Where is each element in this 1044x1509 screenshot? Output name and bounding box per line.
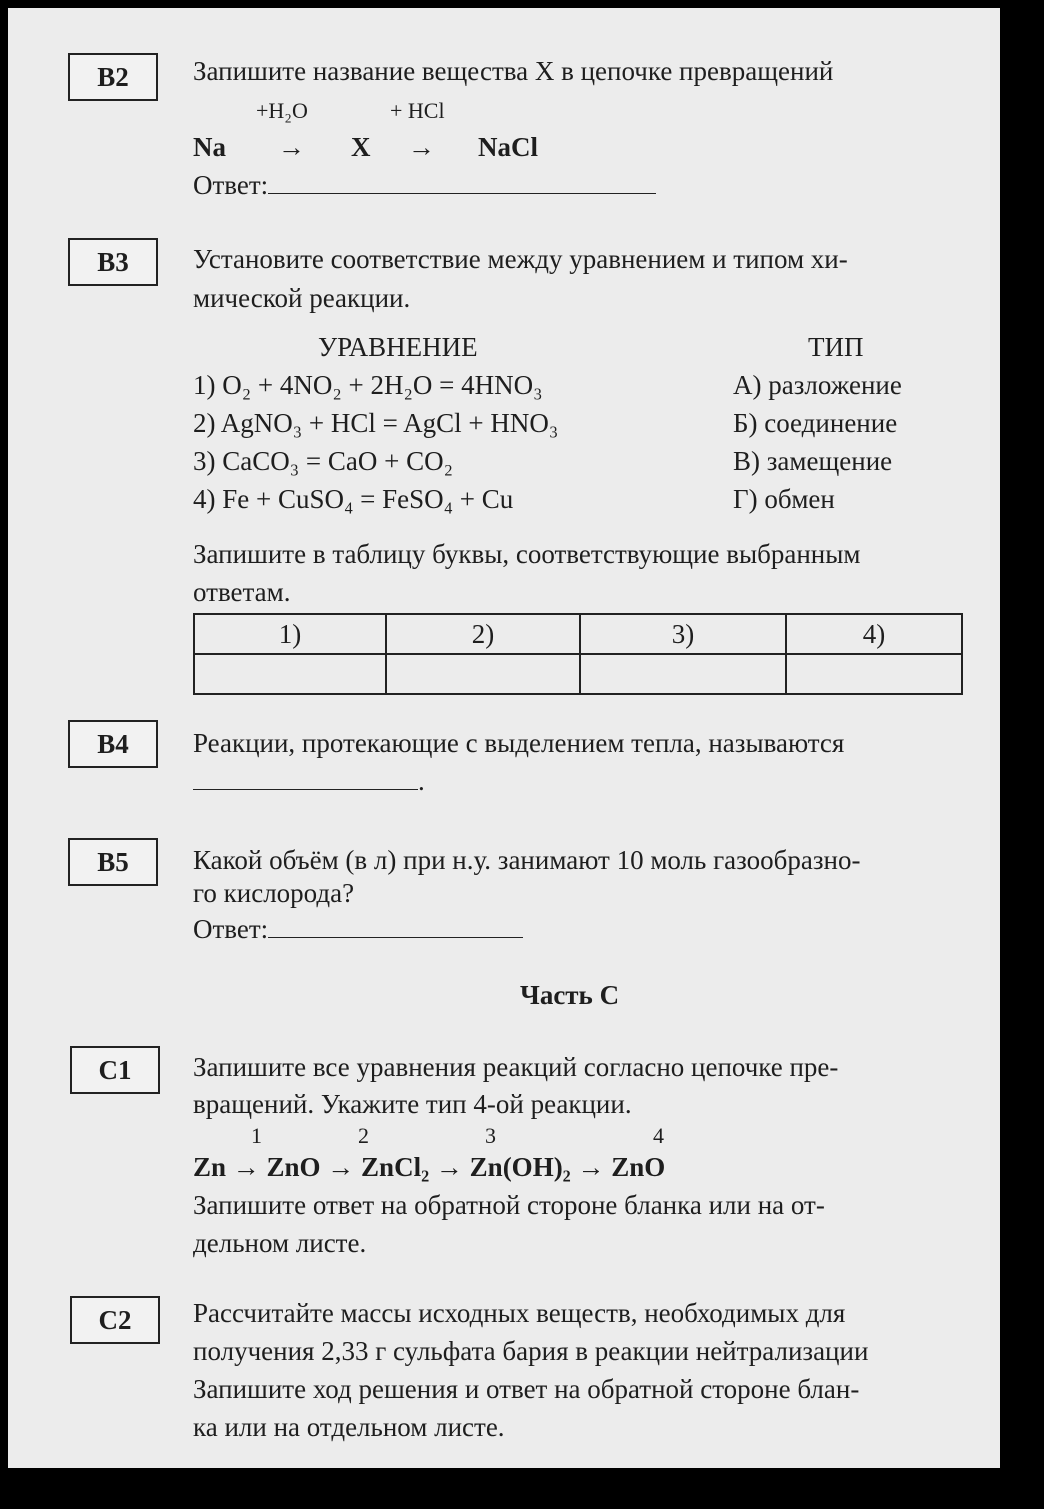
task-label-b4: B4 (68, 720, 158, 768)
table-header-row (194, 614, 962, 654)
c1-note-line-2: дельном листе. (193, 1228, 367, 1258)
b5-answer-row (193, 910, 523, 948)
b5-answer-blank[interactable] (268, 911, 523, 938)
task-label-c1: C1 (70, 1046, 160, 1094)
b3-column-type: ТИП (808, 332, 864, 362)
b5-answer-label: Ответ: (193, 914, 269, 944)
answer-cell-1[interactable] (194, 654, 386, 694)
b2-reagent-2: + HCl (390, 98, 445, 123)
answer-cell-3[interactable] (580, 654, 786, 694)
b3-answer-table (193, 613, 963, 695)
answer-cell-2[interactable] (386, 654, 580, 694)
c1-reaction-chain: Zn → ZnO → ZnCl₂ → Zn(OH)₂ → ZnO (193, 1152, 666, 1182)
b4-answer-blank[interactable] (193, 763, 418, 790)
b3-equation-1: 1) O₂ + 4NO₂ + 2H₂O = 4HNO₃ (193, 370, 543, 400)
b3-question-line-2: мической реакции. (193, 283, 411, 313)
b4-answer-row (193, 762, 425, 800)
b2-chain-arrow-1: → (278, 132, 305, 162)
c2-line-3: Запишите ход решения и ответ на обратной стороне блан- (193, 1374, 860, 1404)
c2-line-4: ка или на отдельном листе. (193, 1412, 505, 1442)
task-label-b5: B5 (68, 838, 158, 886)
b3-equation-4: 4) Fe + CuSO₄ = FeSO₄ + Cu (193, 484, 514, 514)
c1-step-3: 3 (485, 1123, 496, 1148)
task-label-b2: B2 (68, 53, 158, 101)
answer-cell-4[interactable] (786, 654, 962, 694)
task-label-c2: C2 (70, 1296, 160, 1344)
b3-equation-3: 3) CaCO₃ = CaO + CO₂ (193, 446, 454, 476)
b2-reagent-1: +H₂O (256, 98, 308, 123)
table-answer-row (194, 654, 962, 694)
b3-type-b: Б) соединение (733, 408, 898, 438)
b2-chain-nacl: NaCl (478, 132, 538, 162)
part-c-heading: Часть С (520, 980, 620, 1010)
b3-column-equation: УРАВНЕНИЕ (318, 332, 478, 362)
b3-type-g: Г) обмен (733, 484, 835, 514)
table-header-4: 4) (786, 614, 962, 654)
c2-line-2: получения 2,33 г сульфата бария в реакции нейтрализации (193, 1336, 869, 1366)
c1-step-1: 1 (251, 1123, 262, 1148)
table-header-2: 2) (386, 614, 580, 654)
b2-question: Запишите название вещества Х в цепочке превращений (193, 56, 834, 86)
b4-question: Реакции, протекающие с выделением тепла, называются (193, 728, 845, 758)
b4-blank-period: . (418, 766, 425, 796)
b2-answer-label: Ответ: (193, 170, 269, 200)
b3-equation-2: 2) AgNO₃ + HCl = AgCl + HNO₃ (193, 408, 559, 438)
worksheet-page (8, 8, 1000, 1468)
b3-instruction-line-1: Запишите в таблицу буквы, соответствующие выбранным (193, 539, 861, 569)
b2-answer-row (193, 166, 656, 204)
b2-answer-blank[interactable] (268, 167, 656, 194)
table-header-1: 1) (194, 614, 386, 654)
b3-type-a: А) разложение (733, 370, 902, 400)
b5-question-line-1: Какой объём (в л) при н.у. занимают 10 моль газообразно- (193, 845, 861, 875)
b3-type-v: В) замещение (733, 446, 893, 476)
c1-note-line-1: Запишите ответ на обратной стороне бланка или на от- (193, 1190, 825, 1220)
table-header-3: 3) (580, 614, 786, 654)
c1-question-line-2: вращений. Укажите тип 4-ой реакции. (193, 1089, 632, 1119)
c2-line-1: Рассчитайте массы исходных веществ, необходимых для (193, 1298, 846, 1328)
c1-step-2: 2 (358, 1123, 369, 1148)
b3-instruction-line-2: ответам. (193, 577, 291, 607)
b5-question-line-2: го кислорода? (193, 878, 355, 908)
b2-chain-na: Na (193, 132, 226, 162)
b2-chain-arrow-2: → (408, 132, 435, 162)
b2-chain-x: X (351, 132, 371, 162)
c1-step-4: 4 (653, 1123, 664, 1148)
c1-question-line-1: Запишите все уравнения реакций согласно цепочке пре- (193, 1052, 839, 1082)
task-label-b3: B3 (68, 238, 158, 286)
b3-question-line-1: Установите соответствие между уравнением и типом хи- (193, 244, 848, 274)
